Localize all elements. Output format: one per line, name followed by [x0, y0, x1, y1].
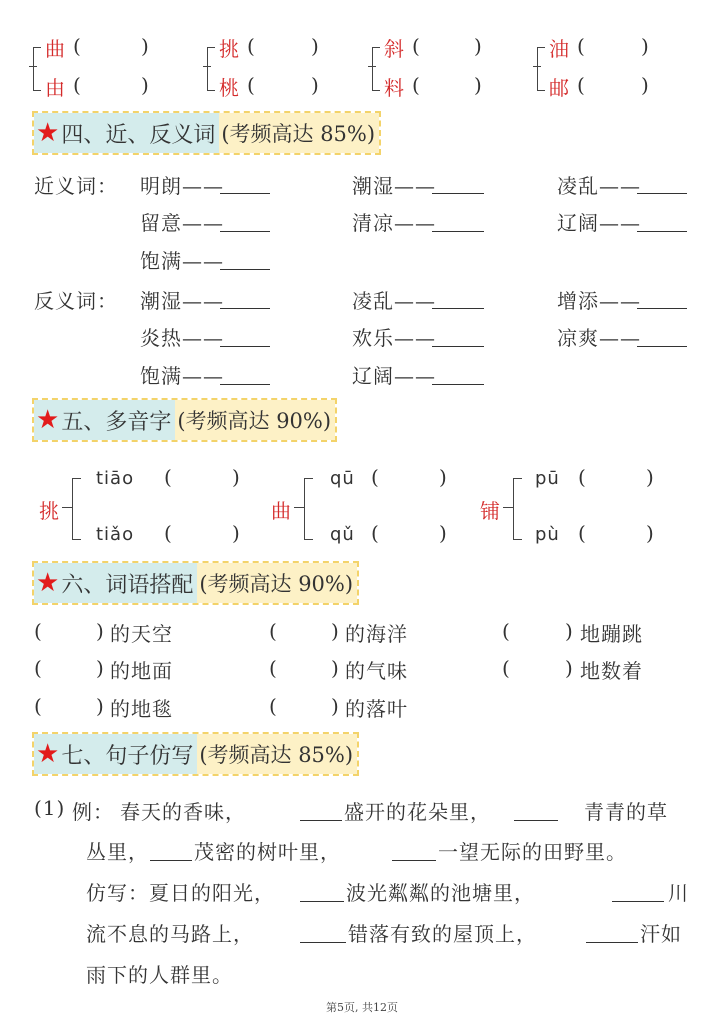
- paren-open: (: [578, 465, 586, 489]
- answer-slot[interactable]: [262, 75, 308, 101]
- paren-open: (: [247, 34, 255, 58]
- section-header-imitation: [32, 732, 359, 776]
- bracket-tick: [368, 66, 376, 67]
- paren-open: (: [269, 694, 277, 718]
- answer-blank[interactable]: [300, 942, 346, 943]
- char: 斜: [384, 37, 405, 61]
- answer-slot[interactable]: [180, 523, 230, 549]
- frequency-block: [219, 113, 379, 153]
- paren-close: ): [331, 656, 339, 680]
- word-prompt: 饱满——: [140, 249, 224, 273]
- section-title: 七、句子仿写: [61, 743, 194, 769]
- section-title-block: [34, 400, 175, 440]
- char: 挑: [219, 37, 240, 61]
- sentence-text: 青青的草: [584, 800, 668, 824]
- frequency-label: (考频高达 85%): [199, 743, 354, 767]
- answer-slot[interactable]: [48, 657, 92, 683]
- sentence-text: 春天的香味，: [120, 800, 246, 824]
- sentence-text: 丛里，: [86, 840, 149, 864]
- answer-blank[interactable]: [432, 384, 484, 385]
- answer-blank[interactable]: [220, 231, 270, 232]
- answer-blank[interactable]: [150, 860, 192, 861]
- paren-close: ): [646, 521, 654, 545]
- answer-blank[interactable]: [220, 384, 270, 385]
- answer-slot[interactable]: [283, 620, 327, 646]
- pinyin: tiǎo: [96, 524, 135, 545]
- paren-close: ): [565, 619, 573, 643]
- word-prompt: 潮湿——: [352, 174, 436, 198]
- paren-close: ): [96, 656, 104, 680]
- pinyin: qǔ: [330, 524, 355, 545]
- answer-blank[interactable]: [220, 346, 270, 347]
- answer-slot[interactable]: [427, 75, 471, 101]
- answer-slot[interactable]: [283, 657, 327, 683]
- answer-blank[interactable]: [300, 901, 344, 902]
- paren-close: ): [331, 694, 339, 718]
- answer-blank[interactable]: [220, 308, 270, 309]
- section-title: 五、多音字: [61, 409, 172, 435]
- bracket: [304, 478, 313, 540]
- polyphone-char: 挑: [39, 499, 60, 523]
- word-prompt: 凌乱——: [557, 174, 641, 198]
- sentence-text: 仿写：夏日的阳光，: [86, 881, 275, 905]
- answer-blank[interactable]: [612, 901, 664, 902]
- paren-open: (: [164, 465, 172, 489]
- answer-slot[interactable]: [283, 695, 327, 721]
- page-footer: 第5页, 共12页: [326, 1001, 398, 1014]
- bracket: [207, 47, 215, 91]
- section-header-polyphones: [32, 398, 337, 442]
- answer-slot[interactable]: [594, 523, 644, 549]
- frequency-label: (考频高达 90%): [199, 572, 354, 596]
- char: 曲: [45, 37, 66, 61]
- answer-blank[interactable]: [514, 820, 558, 821]
- word-prompt: 辽阔——: [557, 211, 641, 235]
- collocation-word: 的海洋: [345, 622, 408, 646]
- paren-open: (: [34, 694, 42, 718]
- answer-slot[interactable]: [262, 36, 308, 62]
- collocation-word: 地数着: [580, 659, 643, 683]
- frequency-label: (考频高达 85%): [221, 122, 376, 146]
- pinyin: pū: [535, 468, 560, 489]
- bracket-tick: [203, 66, 211, 67]
- word-prompt: 留意——: [140, 211, 224, 235]
- paren-close: ): [331, 619, 339, 643]
- paren-open: (: [269, 656, 277, 680]
- paren-close: ): [565, 656, 573, 680]
- answer-blank[interactable]: [637, 231, 687, 232]
- section-title-block: [34, 734, 197, 774]
- paren-open: (: [34, 656, 42, 680]
- paren-close: ): [641, 34, 649, 58]
- char: 邮: [549, 76, 570, 100]
- char: 桃: [219, 76, 240, 100]
- word-prompt: 饱满——: [140, 364, 224, 388]
- sentence-text: 雨下的人群里。: [86, 963, 233, 987]
- paren-open: (: [577, 34, 585, 58]
- frequency-label: (考频高达 90%): [177, 409, 332, 433]
- paren-open: (: [247, 73, 255, 97]
- word-prompt: 明朗——: [140, 174, 224, 198]
- answer-blank[interactable]: [432, 308, 484, 309]
- answer-slot[interactable]: [592, 36, 638, 62]
- paren-open: (: [412, 73, 420, 97]
- word-prompt: 辽阔——: [352, 364, 436, 388]
- star-icon: ★: [36, 118, 60, 148]
- collocation-word: 的地毯: [110, 697, 173, 721]
- paren-open: (: [578, 521, 586, 545]
- paren-close: ): [474, 34, 482, 58]
- word-prompt: 炎热——: [140, 326, 224, 350]
- answer-blank[interactable]: [220, 269, 270, 270]
- answer-slot[interactable]: [516, 620, 560, 646]
- paren-close: ): [439, 465, 447, 489]
- star-icon: ★: [36, 568, 60, 598]
- bracket-tick: [62, 507, 72, 508]
- word-prompt: 凌乱——: [352, 289, 436, 313]
- pinyin: tiāo: [96, 468, 135, 489]
- section-header-collocation: [32, 561, 359, 605]
- collocation-word: 的落叶: [345, 697, 408, 721]
- paren-open: (: [412, 34, 420, 58]
- paren-open: (: [371, 521, 379, 545]
- frequency-block: [197, 734, 357, 774]
- answer-blank[interactable]: [300, 820, 342, 821]
- answer-slot[interactable]: [88, 75, 138, 101]
- word-prompt: 潮湿——: [140, 289, 224, 313]
- paren-open: (: [502, 619, 510, 643]
- frequency-block: [175, 400, 335, 440]
- polyphone-char: 铺: [480, 499, 501, 523]
- paren-close: ): [641, 73, 649, 97]
- sentence-text: 一望无际的田野里。: [438, 840, 627, 864]
- paren-open: (: [269, 619, 277, 643]
- answer-slot[interactable]: [48, 695, 92, 721]
- frequency-block: [197, 563, 357, 603]
- answer-blank[interactable]: [392, 860, 436, 861]
- bracket: [537, 47, 545, 91]
- bracket-tick: [533, 66, 541, 67]
- paren-open: (: [164, 521, 172, 545]
- synonym-label: 近义词：: [34, 174, 118, 198]
- char: 由: [45, 76, 66, 100]
- paren-close: ): [141, 34, 149, 58]
- collocation-word: 的气味: [345, 659, 408, 683]
- sentence-text: 流不息的马路上，: [86, 922, 254, 946]
- star-icon: ★: [36, 405, 60, 435]
- sentence-text: 茂密的树叶里，: [194, 840, 341, 864]
- polyphone-char: 曲: [271, 499, 292, 523]
- char: 油: [549, 37, 570, 61]
- paren-close: ): [311, 73, 319, 97]
- sentence-text: 盛开的花朵里，: [344, 800, 491, 824]
- bracket-tick: [503, 507, 513, 508]
- paren-open: (: [73, 34, 81, 58]
- sentence-text: 汗如: [640, 922, 682, 946]
- answer-blank[interactable]: [637, 308, 687, 309]
- answer-slot[interactable]: [594, 467, 644, 493]
- paren-open: (: [73, 73, 81, 97]
- answer-blank[interactable]: [432, 346, 484, 347]
- bracket: [372, 47, 380, 91]
- question-number: (1): [34, 796, 66, 820]
- bracket: [513, 478, 522, 540]
- paren-close: ): [141, 73, 149, 97]
- section-title-block: [34, 113, 219, 153]
- collocation-word: 的地面: [110, 659, 173, 683]
- antonym-label: 反义词：: [34, 289, 118, 313]
- answer-slot[interactable]: [180, 467, 230, 493]
- answer-blank[interactable]: [432, 193, 484, 194]
- answer-slot[interactable]: [387, 467, 437, 493]
- paren-close: ): [439, 521, 447, 545]
- word-prompt: 增添——: [557, 289, 641, 313]
- sentence-text: 波光粼粼的池塘里，: [346, 881, 535, 905]
- collocation-word: 的天空: [110, 622, 173, 646]
- section-title: 四、近、反义词: [61, 122, 216, 148]
- answer-blank[interactable]: [637, 193, 687, 194]
- paren-close: ): [232, 465, 240, 489]
- answer-blank[interactable]: [586, 942, 638, 943]
- word-prompt: 欢乐——: [352, 326, 436, 350]
- paren-open: (: [371, 465, 379, 489]
- star-icon: ★: [36, 739, 60, 769]
- answer-slot[interactable]: [88, 36, 138, 62]
- paren-close: ): [646, 465, 654, 489]
- answer-slot[interactable]: [592, 75, 638, 101]
- paren-close: ): [474, 73, 482, 97]
- paren-open: (: [577, 73, 585, 97]
- paren-close: ): [311, 34, 319, 58]
- word-prompt: 清凉——: [352, 211, 436, 235]
- word-prompt: 凉爽——: [557, 326, 641, 350]
- section-title: 六、词语搭配: [61, 572, 194, 598]
- answer-blank[interactable]: [220, 193, 270, 194]
- paren-close: ): [232, 521, 240, 545]
- answer-slot[interactable]: [387, 523, 437, 549]
- paren-open: (: [34, 619, 42, 643]
- sentence-text: 川: [668, 881, 689, 905]
- answer-slot[interactable]: [516, 657, 560, 683]
- bracket: [72, 478, 81, 540]
- example-label: 例：: [72, 800, 114, 824]
- sentence-text: 错落有致的屋顶上，: [348, 922, 537, 946]
- char: 料: [384, 76, 405, 100]
- paren-close: ): [96, 619, 104, 643]
- collocation-word: 地蹦跳: [580, 622, 643, 646]
- answer-blank[interactable]: [432, 231, 484, 232]
- bracket-tick: [29, 66, 37, 67]
- pinyin: pù: [535, 524, 560, 545]
- answer-slot[interactable]: [48, 620, 92, 646]
- section-title-block: [34, 563, 197, 603]
- paren-close: ): [96, 694, 104, 718]
- bracket-tick: [294, 507, 304, 508]
- pinyin: qū: [330, 468, 355, 489]
- answer-blank[interactable]: [637, 346, 687, 347]
- answer-slot[interactable]: [427, 36, 471, 62]
- bracket: [33, 47, 41, 91]
- paren-open: (: [502, 656, 510, 680]
- section-header-synonyms: [32, 111, 381, 155]
